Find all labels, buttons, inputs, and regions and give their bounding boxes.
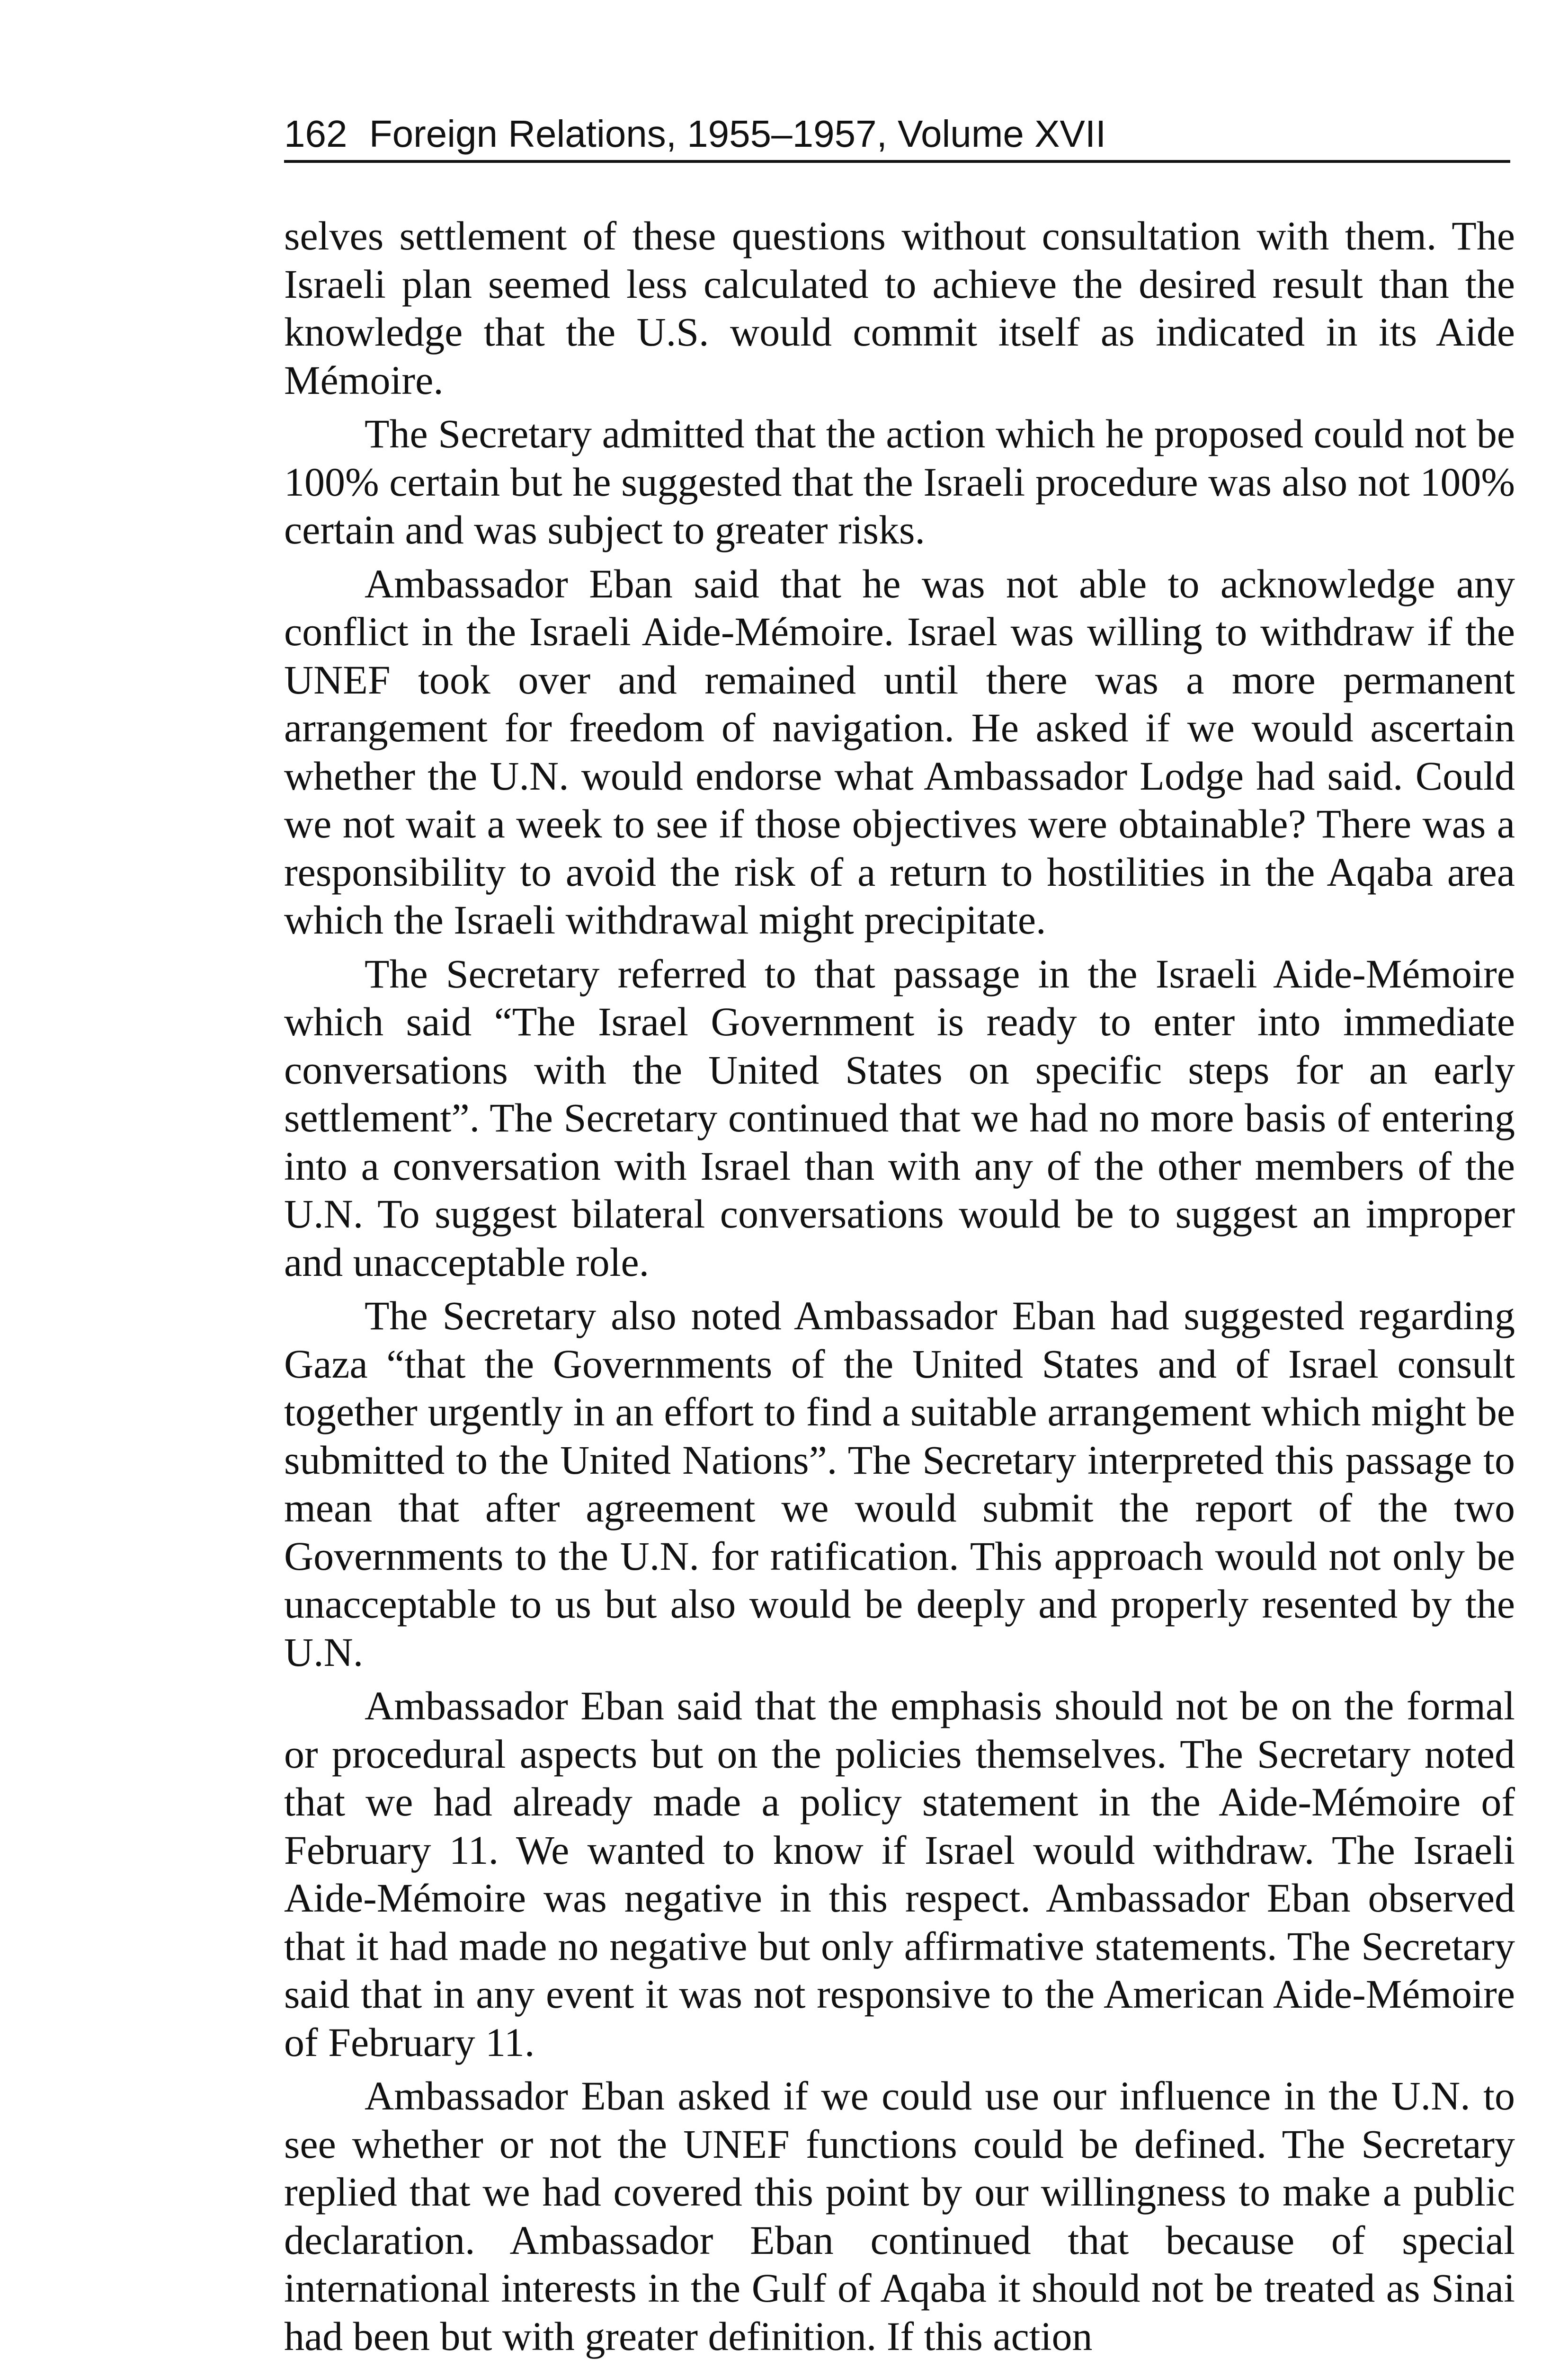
paragraph: The Secretary referred to that passage in the Israeli Aide-Mémoire which said “The Israel Government is ready to enter into immediate conversations with the United States on specific steps for an early settlement”. The Secretary continued that we had no more basis of entering into a conversation with Israel than with any of the other members of the U.N. To suggest bilateral conversations would be to suggest an improper and unacceptable role. [284,951,1515,1285]
paragraph: The Secretary admitted that the action which he proposed could not be 100% certain but he suggested that the Israeli procedure was also not 100% certain and was subject to greater risks. [284,411,1515,552]
paragraph: Ambassador Eban said that the emphasis should not be on the formal or procedural aspects but on the policies themselves. The Secretary noted that we had already made a policy statement in the Aide-Mémoire of February 11. We wanted to know if Israel would withdraw. The Israeli Aide-Mémoire was negative in this respect. Ambassador Eban observed that it had made no negative but only affirmative statements. The Secretary said that in any event it was not responsive to the American Aide-Mémoire of February 11. [284,1683,1515,2065]
paragraph: Ambassador Eban asked if we could use our influence in the U.N. to see whether or not the UNEF functions could be defined. The Secretary replied that we had covered this point by our willingness to make a public declaration. Ambassador Eban continued that because of special international interests in the Gulf of Aqaba it should not be treated as Sinai had been but with greater definition. If this action [284,2073,1515,2359]
paragraph: The Secretary also noted Ambassador Eban had suggested regarding Gaza “that the Governments of the United States and of Israel consult together urgently in an effort to find a suitable arrangement which might be submitted to the United Nations”. The Secretary interpreted this passage to mean that after agreement we would submit the report of the two Governments to the U.N. for ratification. This approach would not only be unacceptable to us but also would be deeply and properly resented by the U.N. [284,1293,1515,1675]
body-text [284,212,1515,2360]
running-head [284,113,1510,163]
paragraph-continued: selves settlement of these questions without consultation with them. The Israeli plan seemed less calculated to achieve the desired result than the knowledge that the U.S. would commit itself as indicated in its Aide Mémoire. [284,213,1515,403]
page-number: 162 [284,113,347,155]
running-head-title: Foreign Relations, 1955–1957, Volume XVII [369,113,1106,155]
paragraph: Ambassador Eban said that he was not able to acknowledge any conflict in the Israeli Aide-Mémoire. Israel was willing to withdraw if the UNEF took over and remained until there was a more permanent arrangement for freedom of navigation. He asked if we would ascertain whether the U.N. would endorse what Ambassador Lodge had said. Could we not wait a week to see if those objectives were obtainable? There was a responsibility to avoid the risk of a return to hostilities in the Aqaba area which the Israeli withdrawal might precipitate. [284,561,1515,943]
